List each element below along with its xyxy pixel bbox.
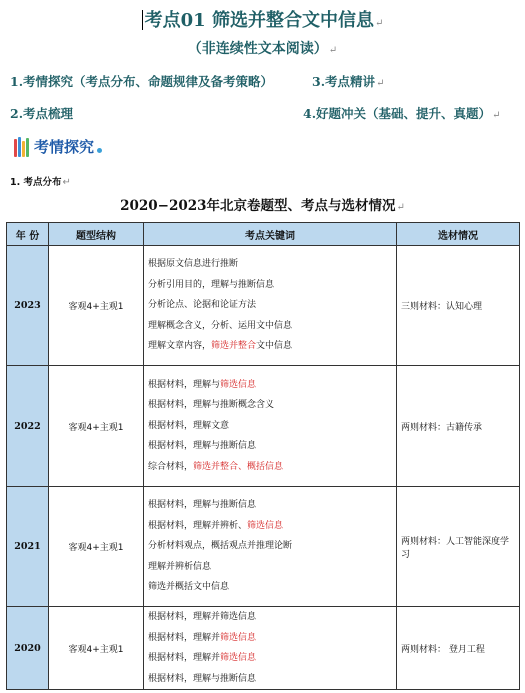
keyword-text: 根据材料，理解并	[148, 632, 221, 643]
section-heading	[14, 136, 102, 157]
toc-item-1[interactable]	[10, 72, 273, 90]
keyword-text: 理解概念含义，分析、运用文中信息	[148, 320, 293, 331]
keywords-cell	[144, 246, 397, 366]
toc-item-2[interactable]	[10, 104, 73, 122]
toc-item-3-label: 3.考点精讲	[312, 74, 376, 89]
keyword-line	[148, 628, 392, 649]
keyword-line	[148, 607, 392, 628]
keyword-line	[148, 275, 392, 296]
keyword-text: 根据材料，理解与推断信息	[148, 500, 257, 511]
keyword-line	[148, 416, 392, 437]
keyword-text: 分析材料观点，概括观点并推理论断	[148, 541, 293, 552]
structure-cell: 客观4+主观1	[49, 607, 144, 690]
books-icon	[14, 137, 30, 157]
subheading-text: 1. 考点分布	[10, 177, 62, 188]
keyword-text: 根据原文信息进行推断	[148, 259, 239, 270]
table-header-row	[7, 223, 520, 246]
keywords-cell	[144, 487, 397, 607]
paragraph-mark: ↵	[62, 177, 71, 188]
header-keywords: 考点关键词	[144, 223, 397, 246]
highlighted-keyword: 筛选并整合	[211, 341, 257, 352]
material-cell: 两则材料：古籍传承	[397, 366, 520, 487]
toc-item-3[interactable]	[312, 72, 384, 90]
keyword-line	[148, 669, 392, 690]
keyword-text: 根据材料，理解与推断信息	[148, 441, 257, 452]
keywords-cell	[144, 607, 397, 690]
table-title	[0, 194, 525, 214]
subheading	[10, 174, 71, 188]
highlighted-keyword: 筛选信息	[220, 653, 257, 663]
keyword-line	[148, 436, 392, 457]
keyword-line	[148, 516, 392, 537]
toc-item-2-label: 2.考点梳理	[10, 106, 74, 121]
toc-item-1-label: 1.考情探究（考点分布、命题规律及备考策略）	[10, 74, 274, 89]
dot-icon	[97, 148, 102, 153]
paragraph-mark: ↵	[374, 18, 384, 29]
keyword-text: 根据材料，理解文意	[148, 420, 230, 431]
year-cell: 2023	[7, 246, 49, 366]
table-row	[7, 607, 520, 690]
keyword-line	[148, 316, 392, 337]
keyword-line	[148, 336, 392, 357]
paragraph-mark: ↵	[492, 110, 501, 121]
page-title-text: 考点01 筛选并整合文中信息	[144, 10, 374, 31]
keyword-line	[148, 375, 392, 396]
keyword-text: 根据材料，理解与	[148, 379, 221, 390]
table-title-text: 2020−2023年北京卷题型、考点与选材情况	[120, 198, 396, 214]
exam-table	[6, 222, 520, 690]
keyword-text: 根据材料，理解并辨析、	[148, 520, 248, 531]
paragraph-mark: ↵	[376, 78, 385, 89]
structure-cell: 客观4+主观1	[49, 246, 144, 366]
page-subtitle	[0, 38, 525, 58]
table-row	[7, 246, 520, 366]
year-cell: 2020	[7, 607, 49, 690]
material-cell: 两则材料： 登月工程	[397, 607, 520, 690]
keyword-line	[148, 577, 392, 598]
paragraph-mark: ↵	[328, 45, 338, 56]
material-cell: 两则材料：人工智能深度学习	[397, 487, 520, 607]
header-year: 年 份	[7, 223, 49, 246]
keyword-text: 根据材料，理解与推断信息	[148, 673, 257, 684]
header-structure: 题型结构	[49, 223, 144, 246]
keyword-line	[148, 648, 392, 669]
page-title	[0, 6, 525, 32]
keyword-line	[148, 295, 392, 316]
table-row	[7, 366, 520, 487]
keyword-text: 理解并辨析信息	[148, 561, 212, 572]
keyword-text: 理解文章内容，	[148, 341, 212, 352]
keyword-text: 分析引用目的，理解与推断信息	[148, 279, 275, 290]
material-cell: 三则材料：认知心理	[397, 246, 520, 366]
keyword-text: 根据材料，理解并	[148, 653, 221, 663]
text-cursor	[142, 10, 143, 30]
highlighted-keyword: 筛选并整合、概括信息	[193, 461, 284, 472]
keyword-text: 文中信息	[256, 341, 293, 352]
section-label: 考情探究	[34, 138, 95, 156]
keyword-text: 根据材料，理解并筛选信息	[148, 612, 257, 622]
highlighted-keyword: 筛选信息	[220, 632, 257, 643]
paragraph-mark: ↵	[396, 202, 405, 213]
year-cell: 2021	[7, 487, 49, 607]
table-row	[7, 487, 520, 607]
keyword-line	[148, 536, 392, 557]
table-body	[7, 246, 520, 690]
toc-item-4[interactable]	[303, 104, 500, 122]
structure-cell: 客观4+主观1	[49, 366, 144, 487]
keyword-line	[148, 457, 392, 478]
keyword-line	[148, 557, 392, 578]
keyword-line	[148, 254, 392, 275]
keyword-text: 根据材料，理解与推断概念含义	[148, 400, 275, 411]
keyword-text: 综合材料，	[148, 461, 194, 472]
structure-cell: 客观4+主观1	[49, 487, 144, 607]
keyword-text: 筛选并概括文中信息	[148, 582, 230, 593]
highlighted-keyword: 筛选信息	[220, 379, 257, 390]
toc-item-4-label: 4.好题冲关（基础、提升、真题）	[303, 106, 492, 121]
keywords-cell	[144, 366, 397, 487]
highlighted-keyword: 筛选信息	[247, 520, 284, 531]
keyword-line	[148, 395, 392, 416]
keyword-text: 分析论点、论据和论证方法	[148, 300, 257, 311]
year-cell: 2022	[7, 366, 49, 487]
keyword-line	[148, 495, 392, 516]
header-material: 选材情况	[397, 223, 520, 246]
page-subtitle-text: （非连续性文本阅读）	[187, 41, 328, 57]
